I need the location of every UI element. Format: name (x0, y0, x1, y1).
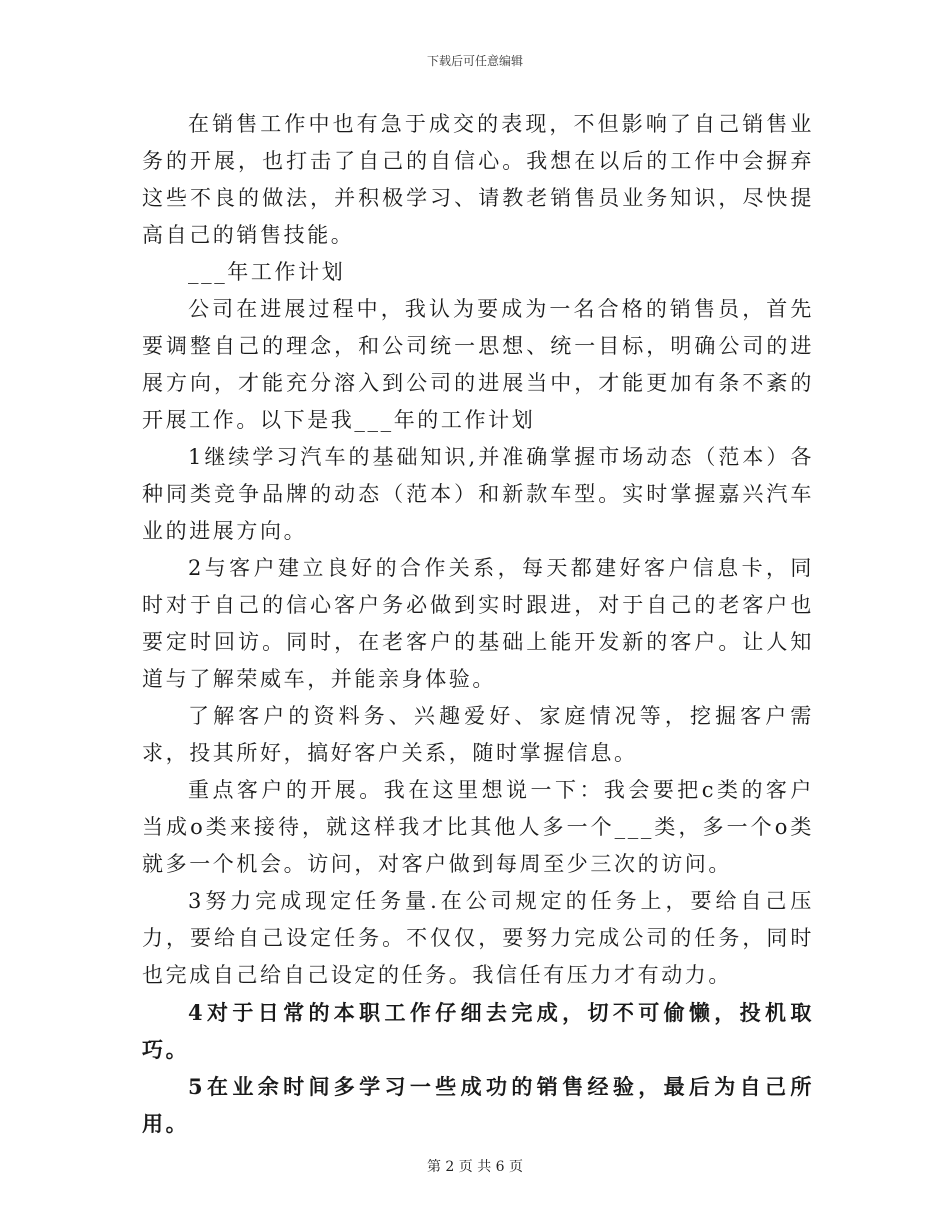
paragraph-plan-item-4: 4对于日常的本职工作仔细去完成，切不可偷懒，投机取巧。 (142, 1000, 814, 1062)
paragraph-sales-reflection: 在销售工作中也有急于成交的表现，不但影响了自己销售业务的开展，也打击了自己的自信心。我想在以后的工作中会摒弃这些不良的做法，并积极学习、请教老销售员业务知识，尽快提高自己的销售技能。 (142, 112, 814, 247)
document-body (142, 106, 814, 1142)
paragraph-key-customers: 重点客户的开展。我在这里想说一下：我会要把c类的客户当成o类来接待，就这样我才比其他人多一个___类，多一个o类就多一个机会。访问，对客户做到每周至少三次的访问。 (142, 778, 814, 876)
paragraph-customer-info: 了解客户的资料务、兴趣爱好、家庭情况等，挖掘客户需求，投其所好，搞好客户关系，随时掌握信息。 (142, 704, 814, 765)
paragraph-plan-intro: 公司在进展过程中，我认为要成为一名合格的销售员，首先要调整自己的理念，和公司统一思想、统一目标，明确公司的进展方向，才能充分溶入到公司的进展当中，才能更加有条不紊的开展工作。以下是我___年的工作计划 (142, 297, 814, 432)
paragraph-plan-item-2: 2与客户建立良好的合作关系，每天都建好客户信息卡，同时对于自己的信心客户务必做到实时跟进，对于自己的老客户也要定时回访。同时，在老客户的基础上能开发新的客户。让人知道与了解荣威车，并能亲身体验。 (142, 556, 814, 691)
section-heading-work-plan: ___年工作计划 (188, 260, 346, 284)
paragraph-plan-item-1: 1继续学习汽车的基础知识,并准确掌握市场动态（范本）各种同类竞争品牌的动态（范本）和新款车型。实时掌握嘉兴汽车业的进展方向。 (142, 445, 814, 543)
page-footer: 第 2 页 共 6 页 (426, 1159, 524, 1175)
paragraph-plan-item-3: 3努力完成现定任务量.在公司规定的任务上，要给自己压力，要给自己设定任务。不仅仅，要努力完成公司的任务，同时也完成自己给自己设定的任务。我信任有压力才有动力。 (142, 889, 814, 987)
paragraph-plan-item-5: 5在业余时间多学习一些成功的销售经验，最后为自己所用。 (142, 1074, 814, 1136)
page-header: 下载后可任意编辑 (426, 54, 523, 68)
